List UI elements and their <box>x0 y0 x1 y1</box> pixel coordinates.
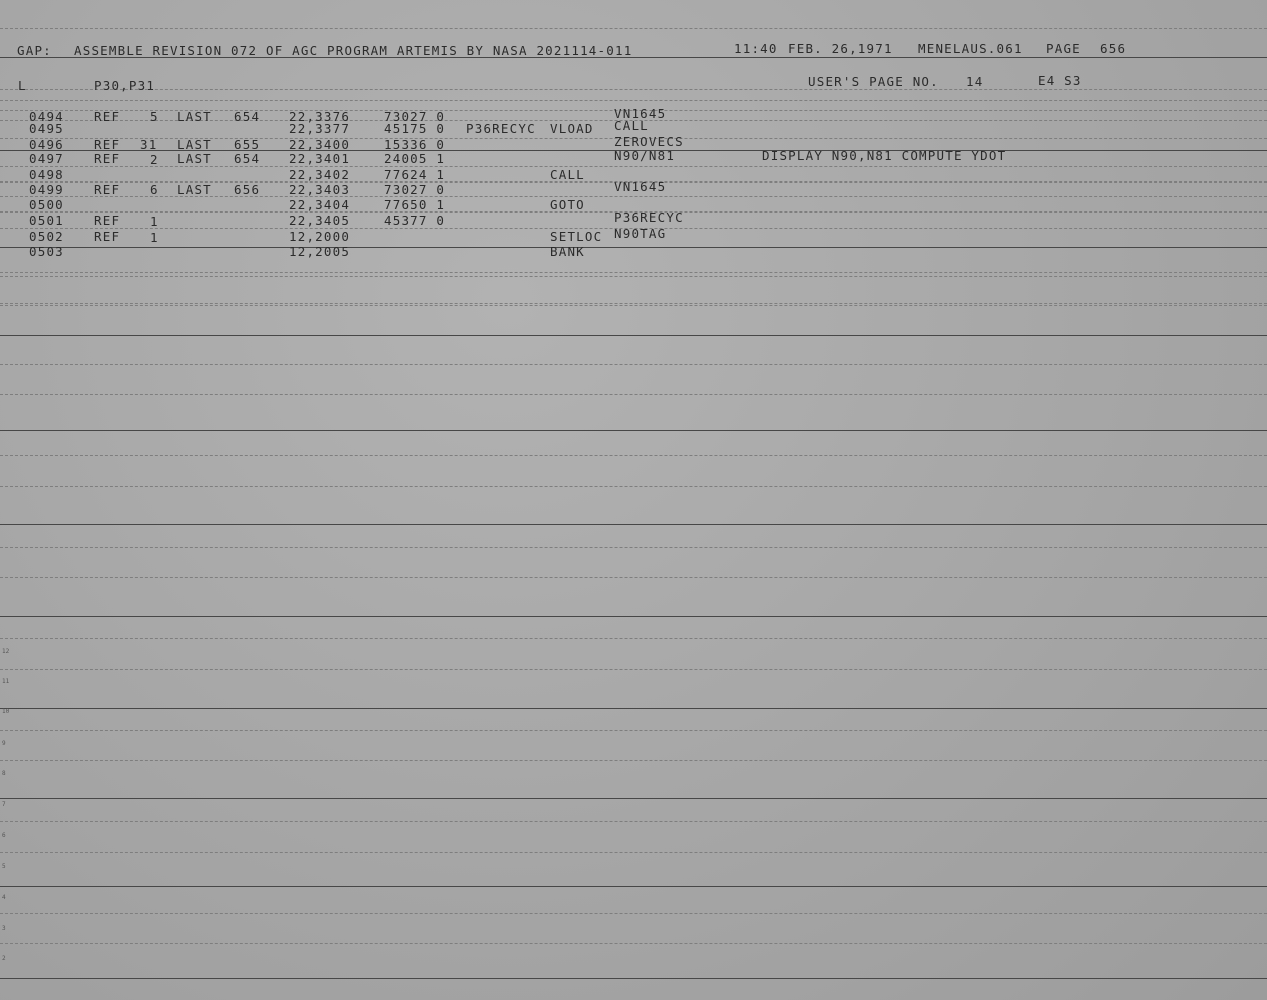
print-date: FEB. 26,1971 <box>788 41 893 56</box>
address: 22,3403 <box>289 182 351 197</box>
operand: P36RECYC <box>614 210 684 225</box>
margin-line-number: 9 <box>2 740 6 747</box>
print-time: 11:40 <box>734 41 778 56</box>
last-keyword: LAST <box>177 151 212 166</box>
gap-label: GAP: <box>17 43 52 58</box>
solid-rule <box>0 430 1267 431</box>
octal-word: 77624 1 <box>384 167 446 182</box>
octal-word: 73027 0 <box>384 182 446 197</box>
dashed-rule <box>0 100 1267 101</box>
ref-count: 6 <box>150 182 159 197</box>
address: 22,3402 <box>289 167 351 182</box>
dashed-rule <box>0 821 1267 822</box>
octal-word: 77650 1 <box>384 197 446 212</box>
line-number: 0497 <box>29 151 64 166</box>
dashed-rule <box>0 394 1267 395</box>
margin-line-number: 11 <box>2 678 10 685</box>
assembly-title: ASSEMBLE REVISION 072 OF AGC PROGRAM ARTEMIS BY NASA 2021114-011 <box>74 43 633 58</box>
line-number: 0503 <box>29 244 64 259</box>
last-keyword: LAST <box>177 182 212 197</box>
ref-keyword: REF <box>94 213 121 228</box>
solid-rule <box>0 524 1267 525</box>
margin-line-number: 10 <box>2 708 10 715</box>
margin-line-number: 6 <box>2 832 6 839</box>
dashed-rule <box>0 669 1267 670</box>
margin-line-number: 2 <box>2 955 6 962</box>
dashed-rule <box>0 730 1267 731</box>
ref-keyword: REF <box>94 137 121 152</box>
address: 22,3376 <box>289 109 351 124</box>
opcode: CALL <box>550 167 585 182</box>
solid-rule <box>0 616 1267 617</box>
solid-rule <box>0 247 1267 248</box>
last-keyword: LAST <box>177 137 212 152</box>
line-number: 0498 <box>29 167 64 182</box>
octal-word: 73027 0 <box>384 109 446 124</box>
last-page: 654 <box>234 109 261 124</box>
ref-keyword: REF <box>94 151 121 166</box>
ref-count: 1 <box>150 230 159 245</box>
member-name: MENELAUS.061 <box>918 41 1023 56</box>
opcode: SETLOC <box>550 229 603 244</box>
last-page: 656 <box>234 182 261 197</box>
operand: VN1645 <box>614 106 667 121</box>
users-page-label: USER'S PAGE NO. <box>808 74 939 89</box>
margin-line-number: 3 <box>2 925 6 932</box>
last-page: 654 <box>234 151 261 166</box>
operand: CALL <box>614 118 649 133</box>
address: 12,2005 <box>289 244 351 259</box>
dashed-rule <box>0 364 1267 365</box>
octal-word: 45377 0 <box>384 213 446 228</box>
l-marker: L <box>18 78 27 93</box>
margin-line-number: 8 <box>2 770 6 777</box>
comment: DISPLAY N90,N81 COMPUTE YDOT <box>762 148 1007 163</box>
last-keyword: LAST <box>177 109 212 124</box>
margin-line-number: 12 <box>2 648 10 655</box>
solid-rule <box>0 335 1267 336</box>
dashed-rule <box>0 760 1267 761</box>
dashed-rule <box>0 486 1267 487</box>
dashed-rule <box>0 913 1267 914</box>
line-number: 0494 <box>29 109 64 124</box>
dashed-rule <box>0 577 1267 578</box>
dashed-rule <box>0 303 1267 304</box>
margin-line-number: 4 <box>2 894 6 901</box>
line-number: 0499 <box>29 182 64 197</box>
ref-keyword: REF <box>94 182 121 197</box>
octal-word: 15336 0 <box>384 137 446 152</box>
dashed-rule <box>0 455 1267 456</box>
line-number: 0500 <box>29 197 64 212</box>
line-number: 0502 <box>29 229 64 244</box>
dashed-rule <box>0 547 1267 548</box>
margin-line-number: 7 <box>2 801 6 808</box>
section-name: P30,P31 <box>94 78 156 93</box>
solid-rule <box>0 798 1267 799</box>
dashed-rule <box>0 28 1267 29</box>
operand: ZEROVECS <box>614 134 684 149</box>
dashed-rule <box>0 305 1267 306</box>
dashed-rule <box>0 166 1267 167</box>
margin-line-number: 5 <box>2 863 6 870</box>
opcode: BANK <box>550 244 585 259</box>
sheet-code: E4 S3 <box>1038 73 1082 88</box>
opcode: VLOAD <box>550 121 594 136</box>
solid-rule <box>0 886 1267 887</box>
octal-word: 24005 1 <box>384 151 446 166</box>
last-page: 655 <box>234 137 261 152</box>
dashed-rule <box>0 943 1267 944</box>
solid-rule <box>0 708 1267 709</box>
address: 22,3405 <box>289 213 351 228</box>
operand: VN1645 <box>614 179 667 194</box>
address: 22,3404 <box>289 197 351 212</box>
dashed-rule <box>0 272 1267 273</box>
ref-count: 2 <box>150 152 159 167</box>
solid-rule <box>0 978 1267 979</box>
line-number: 0496 <box>29 137 64 152</box>
dashed-rule <box>0 89 1267 90</box>
dashed-rule <box>0 276 1267 277</box>
octal-word: 45175 0 <box>384 121 446 136</box>
users-page-number: 14 <box>966 74 984 89</box>
dashed-rule <box>0 638 1267 639</box>
ref-count: 31 <box>140 137 158 152</box>
operand: N90/N81 <box>614 148 676 163</box>
address: 22,3400 <box>289 137 351 152</box>
page-number: 656 <box>1100 41 1127 56</box>
ref-count: 1 <box>150 214 159 229</box>
opcode: GOTO <box>550 197 585 212</box>
line-number: 0501 <box>29 213 64 228</box>
ref-keyword: REF <box>94 229 121 244</box>
address: 12,2000 <box>289 229 351 244</box>
address: 22,3401 <box>289 151 351 166</box>
ref-keyword: REF <box>94 109 121 124</box>
ref-count: 5 <box>150 109 159 124</box>
dashed-rule <box>0 852 1267 853</box>
address: 22,3377 <box>289 121 351 136</box>
operand: N90TAG <box>614 226 667 241</box>
line-number: 0495 <box>29 121 64 136</box>
symbol-label: P36RECYC <box>466 121 536 136</box>
page-label: PAGE <box>1046 41 1081 56</box>
